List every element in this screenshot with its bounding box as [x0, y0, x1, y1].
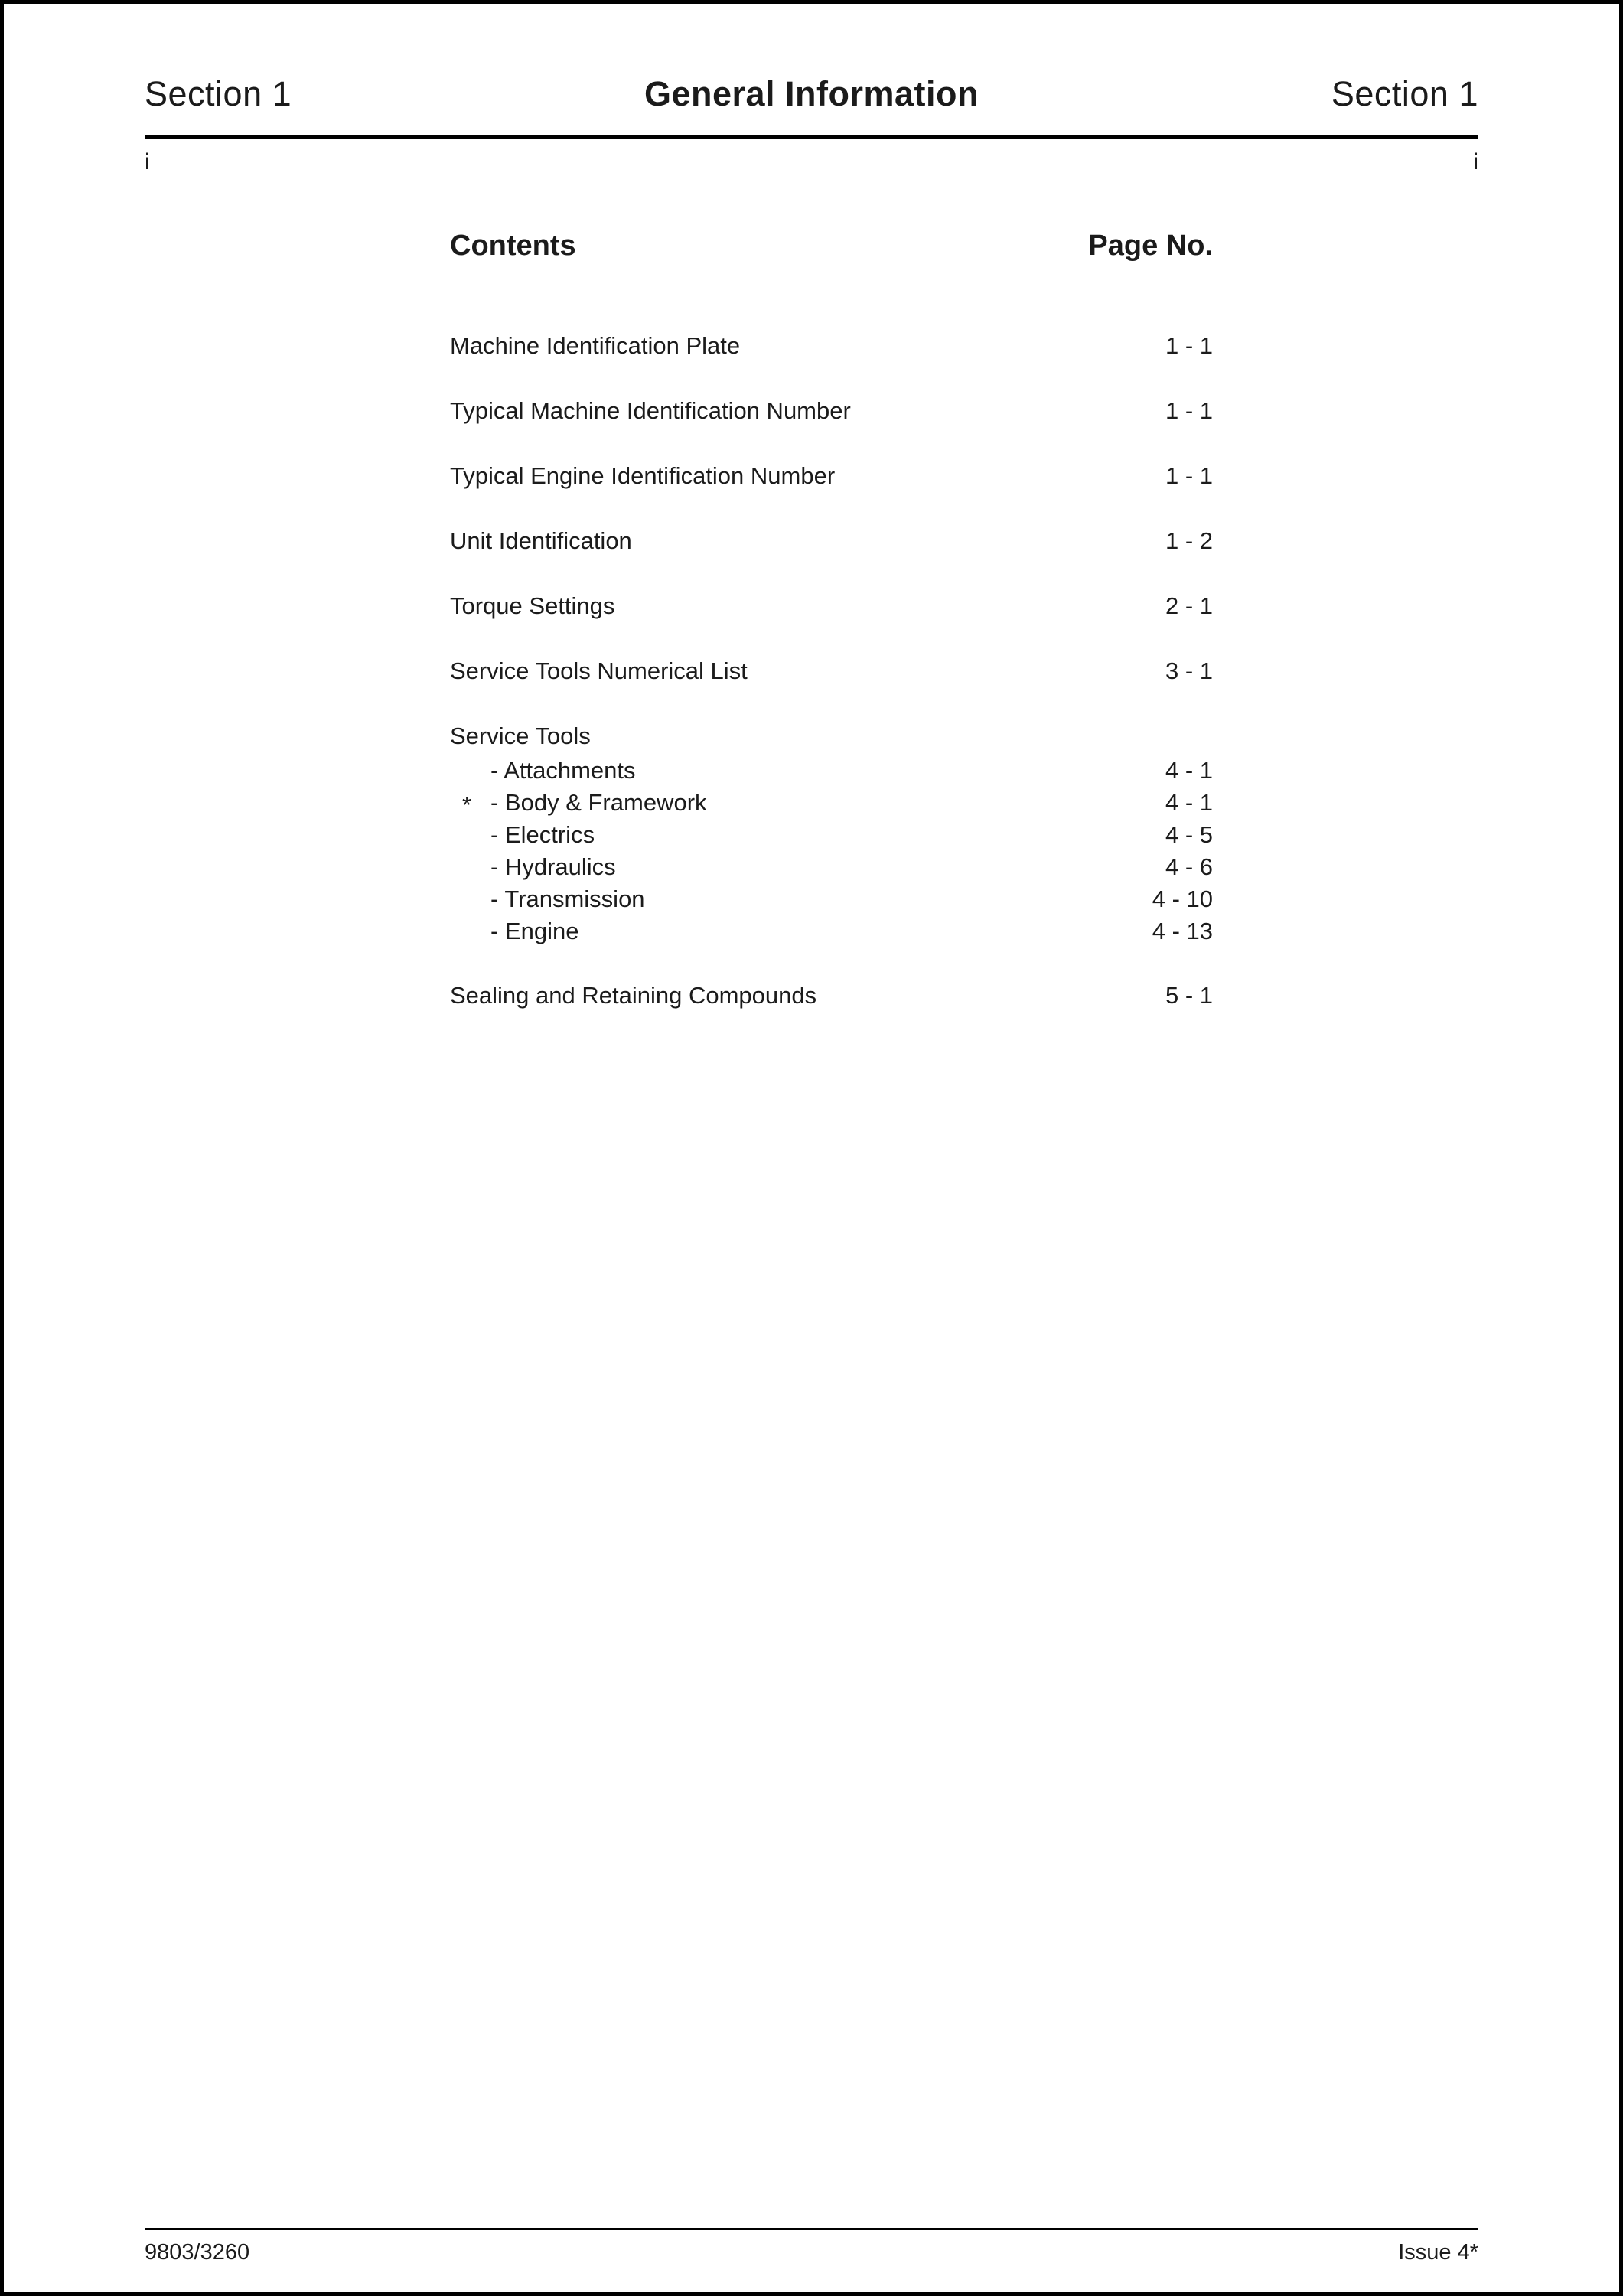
toc-subentry [450, 755, 1213, 787]
toc-entry [450, 461, 1213, 491]
service-tools-group [450, 721, 1213, 947]
toc-subentry-page: 4 - 5 [1165, 821, 1213, 848]
toc-entry [450, 656, 1213, 687]
toc-entry-label: Service Tools Numerical List [450, 657, 748, 684]
toc-entry-page: 2 - 1 [1165, 592, 1213, 619]
table-of-contents [450, 228, 1213, 1011]
page-header [145, 74, 1478, 114]
toc-subentry-label: - Electrics [490, 821, 595, 848]
header-divider [145, 135, 1478, 139]
contents-heading: Contents [450, 230, 576, 262]
toc-subentry-label: - Body & Framework [490, 789, 707, 816]
toc-subentry [450, 851, 1213, 883]
toc-header [450, 228, 1213, 263]
page-footer [145, 2240, 1478, 2265]
toc-subentry [450, 883, 1213, 915]
header-section-left: Section 1 [145, 74, 292, 113]
toc-entry-label: Unit Identification [450, 527, 632, 554]
header-section-right: Section 1 [1331, 74, 1478, 113]
roman-page-number-left: i [145, 149, 150, 174]
roman-page-number-right: i [1473, 149, 1478, 174]
toc-subentry-page: 4 - 13 [1152, 918, 1213, 944]
issue-number: Issue 4* [1398, 2240, 1478, 2265]
page-title: General Information [644, 74, 979, 113]
service-tools-heading: Service Tools [450, 722, 591, 749]
toc-entry [450, 331, 1213, 361]
toc-entry-label: Typical Engine Identification Number [450, 462, 836, 489]
roman-page-number-row [145, 149, 1478, 175]
toc-subentry-page: 4 - 6 [1165, 853, 1213, 880]
toc-subentry [450, 819, 1213, 851]
toc-entry [450, 396, 1213, 426]
toc-entry [450, 526, 1213, 556]
toc-subentry-label: - Transmission [490, 885, 645, 912]
toc-subentry-label: - Attachments [490, 757, 636, 784]
asterisk-marker: * [462, 791, 472, 818]
toc-subentry-page: 4 - 10 [1152, 885, 1213, 912]
toc-entry-label: Torque Settings [450, 592, 615, 619]
toc-entry-page: 3 - 1 [1165, 657, 1213, 684]
publication-number: 9803/3260 [145, 2240, 250, 2265]
toc-subentry [450, 915, 1213, 947]
page-no-heading: Page No. [1088, 230, 1213, 262]
toc-subentry [450, 787, 1213, 819]
toc-entry [450, 980, 1213, 1011]
toc-entry-page: 1 - 2 [1165, 527, 1213, 554]
toc-entry-page: 1 - 1 [1165, 332, 1213, 359]
toc-entry-page: 5 - 1 [1165, 982, 1213, 1009]
footer-divider [145, 2228, 1478, 2230]
toc-entry-label: Sealing and Retaining Compounds [450, 982, 817, 1009]
toc-subentry-label: - Engine [490, 918, 579, 944]
toc-entry-page: 1 - 1 [1165, 462, 1213, 489]
toc-entry-page: 1 - 1 [1165, 397, 1213, 424]
toc-subentry-page: 4 - 1 [1165, 757, 1213, 784]
toc-entry [450, 591, 1213, 621]
toc-subentry-page: 4 - 1 [1165, 789, 1213, 816]
toc-subentry-label: - Hydraulics [490, 853, 616, 880]
toc-entry-label: Machine Identification Plate [450, 332, 741, 359]
toc-entry-label: Typical Machine Identification Number [450, 397, 851, 424]
